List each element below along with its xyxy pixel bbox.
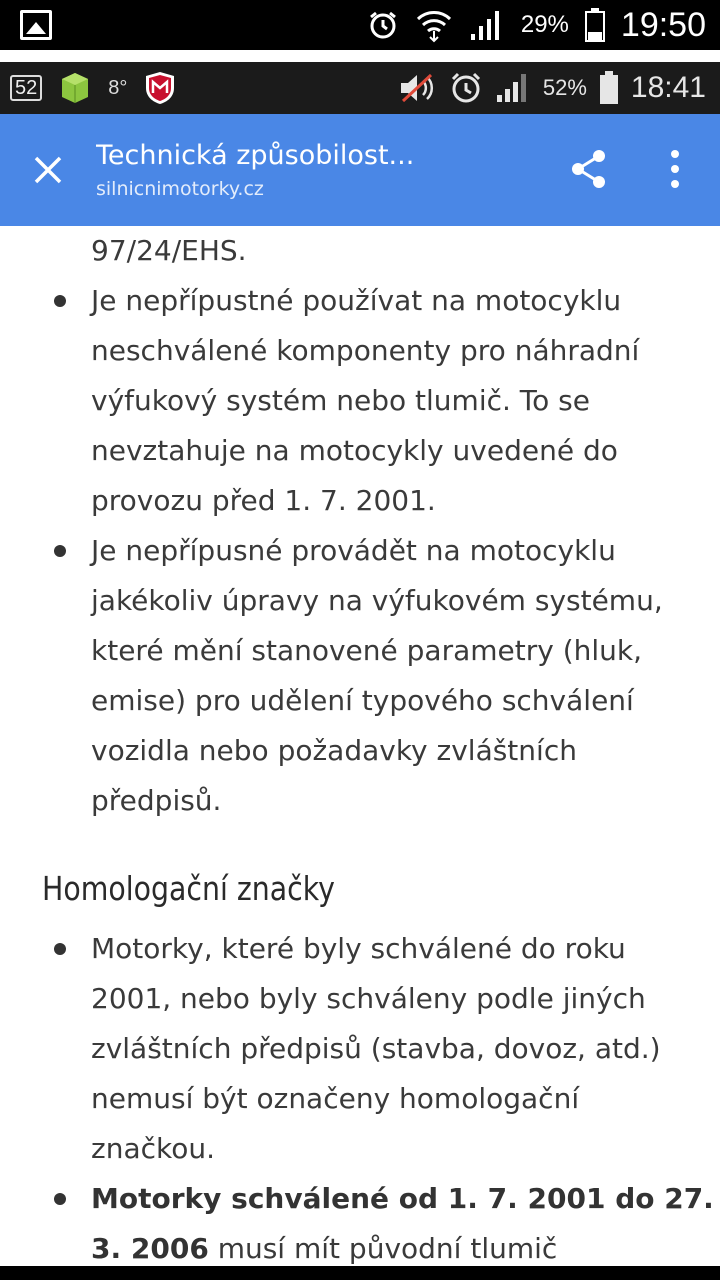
text-span: musí mít původní tlumič <box>208 1232 558 1265</box>
more-dot-icon <box>671 150 679 158</box>
notification-count-badge: 52 <box>10 75 42 101</box>
bottom-edge <box>0 1266 720 1280</box>
close-button[interactable] <box>28 150 68 190</box>
share-icon <box>566 146 612 192</box>
custom-tab-toolbar <box>0 114 720 226</box>
section-heading: Homologační značky <box>42 869 335 908</box>
more-options-button[interactable] <box>660 146 690 192</box>
battery-percent-inner: 52% <box>542 75 587 100</box>
inner-status-bar <box>0 62 720 114</box>
bullet-icon <box>54 1193 66 1205</box>
close-icon <box>33 155 63 185</box>
bullet-icon <box>54 545 66 557</box>
text-line <box>91 1224 557 1266</box>
text-line: 97/24/EHS. <box>91 234 247 267</box>
text-line: nemusí být označeny homologační <box>91 1082 580 1115</box>
alarm-icon-inner <box>449 71 483 105</box>
signal-icon-inner <box>495 72 531 104</box>
battery-icon-inner <box>599 71 619 105</box>
text-line: Je nepřípusné provádět na motocyklu <box>91 534 616 567</box>
text-line: neschválené komponenty pro náhradní <box>91 334 640 367</box>
text-line: zvláštních předpisů (stavba, dovoz, atd.) <box>91 1032 661 1065</box>
app-cube-icon <box>60 71 90 105</box>
text-line: 2001, nebo byly schváleny podle jiných <box>91 982 646 1015</box>
article-content <box>0 226 720 1266</box>
text-line: emise) pro udělení typového schválení <box>91 684 634 717</box>
share-button[interactable] <box>566 146 612 192</box>
alarm-icon <box>367 9 399 41</box>
gallery-notification-icon <box>20 10 52 40</box>
mute-icon <box>397 71 437 105</box>
text-line: předpisů. <box>91 784 222 817</box>
inner-status-right <box>397 62 706 114</box>
outer-status-right <box>367 0 706 50</box>
outer-status-bar <box>0 0 720 50</box>
battery-icon <box>585 8 605 42</box>
clock: 19:50 <box>620 5 706 44</box>
page-url: silnicnimotorky.cz <box>96 178 264 200</box>
inner-status-left <box>10 62 175 114</box>
text-line: které mění stanovené parametry (hluk, <box>91 634 643 667</box>
page-title: Technická způsobilost... <box>96 140 415 171</box>
text-line: Motorky, které byly schválené do roku <box>91 932 626 965</box>
battery-percent: 29% <box>520 11 569 38</box>
text-line: značkou. <box>91 1132 215 1165</box>
bold-text: 3. 2006 <box>91 1232 209 1265</box>
text-line: jakékoliv úpravy na výfukovém systému, <box>91 584 663 617</box>
text-line: provozu před 1. 7. 2001. <box>91 484 436 517</box>
signal-icon <box>469 8 505 42</box>
clock-inner: 18:41 <box>630 71 706 104</box>
text-line: vozidla nebo požadavky zvláštních <box>91 734 577 767</box>
bullet-icon <box>54 295 66 307</box>
bullet-icon <box>54 943 66 955</box>
mcafee-shield-icon <box>145 71 175 105</box>
more-dot-icon <box>671 180 679 188</box>
more-dot-icon <box>671 165 679 173</box>
text-line: Je nepřípustné používat na motocyklu <box>91 284 622 317</box>
wifi-icon <box>415 7 453 43</box>
bold-text-line: Motorky schválené od 1. 7. 2001 do 27. <box>91 1182 714 1215</box>
text-line: nevztahuje na motocykly uvedené do <box>91 434 618 467</box>
temperature: 8° <box>108 76 128 99</box>
text-line: výfukový systém nebo tlumič. To se <box>91 384 590 417</box>
page-title-block <box>96 138 536 200</box>
